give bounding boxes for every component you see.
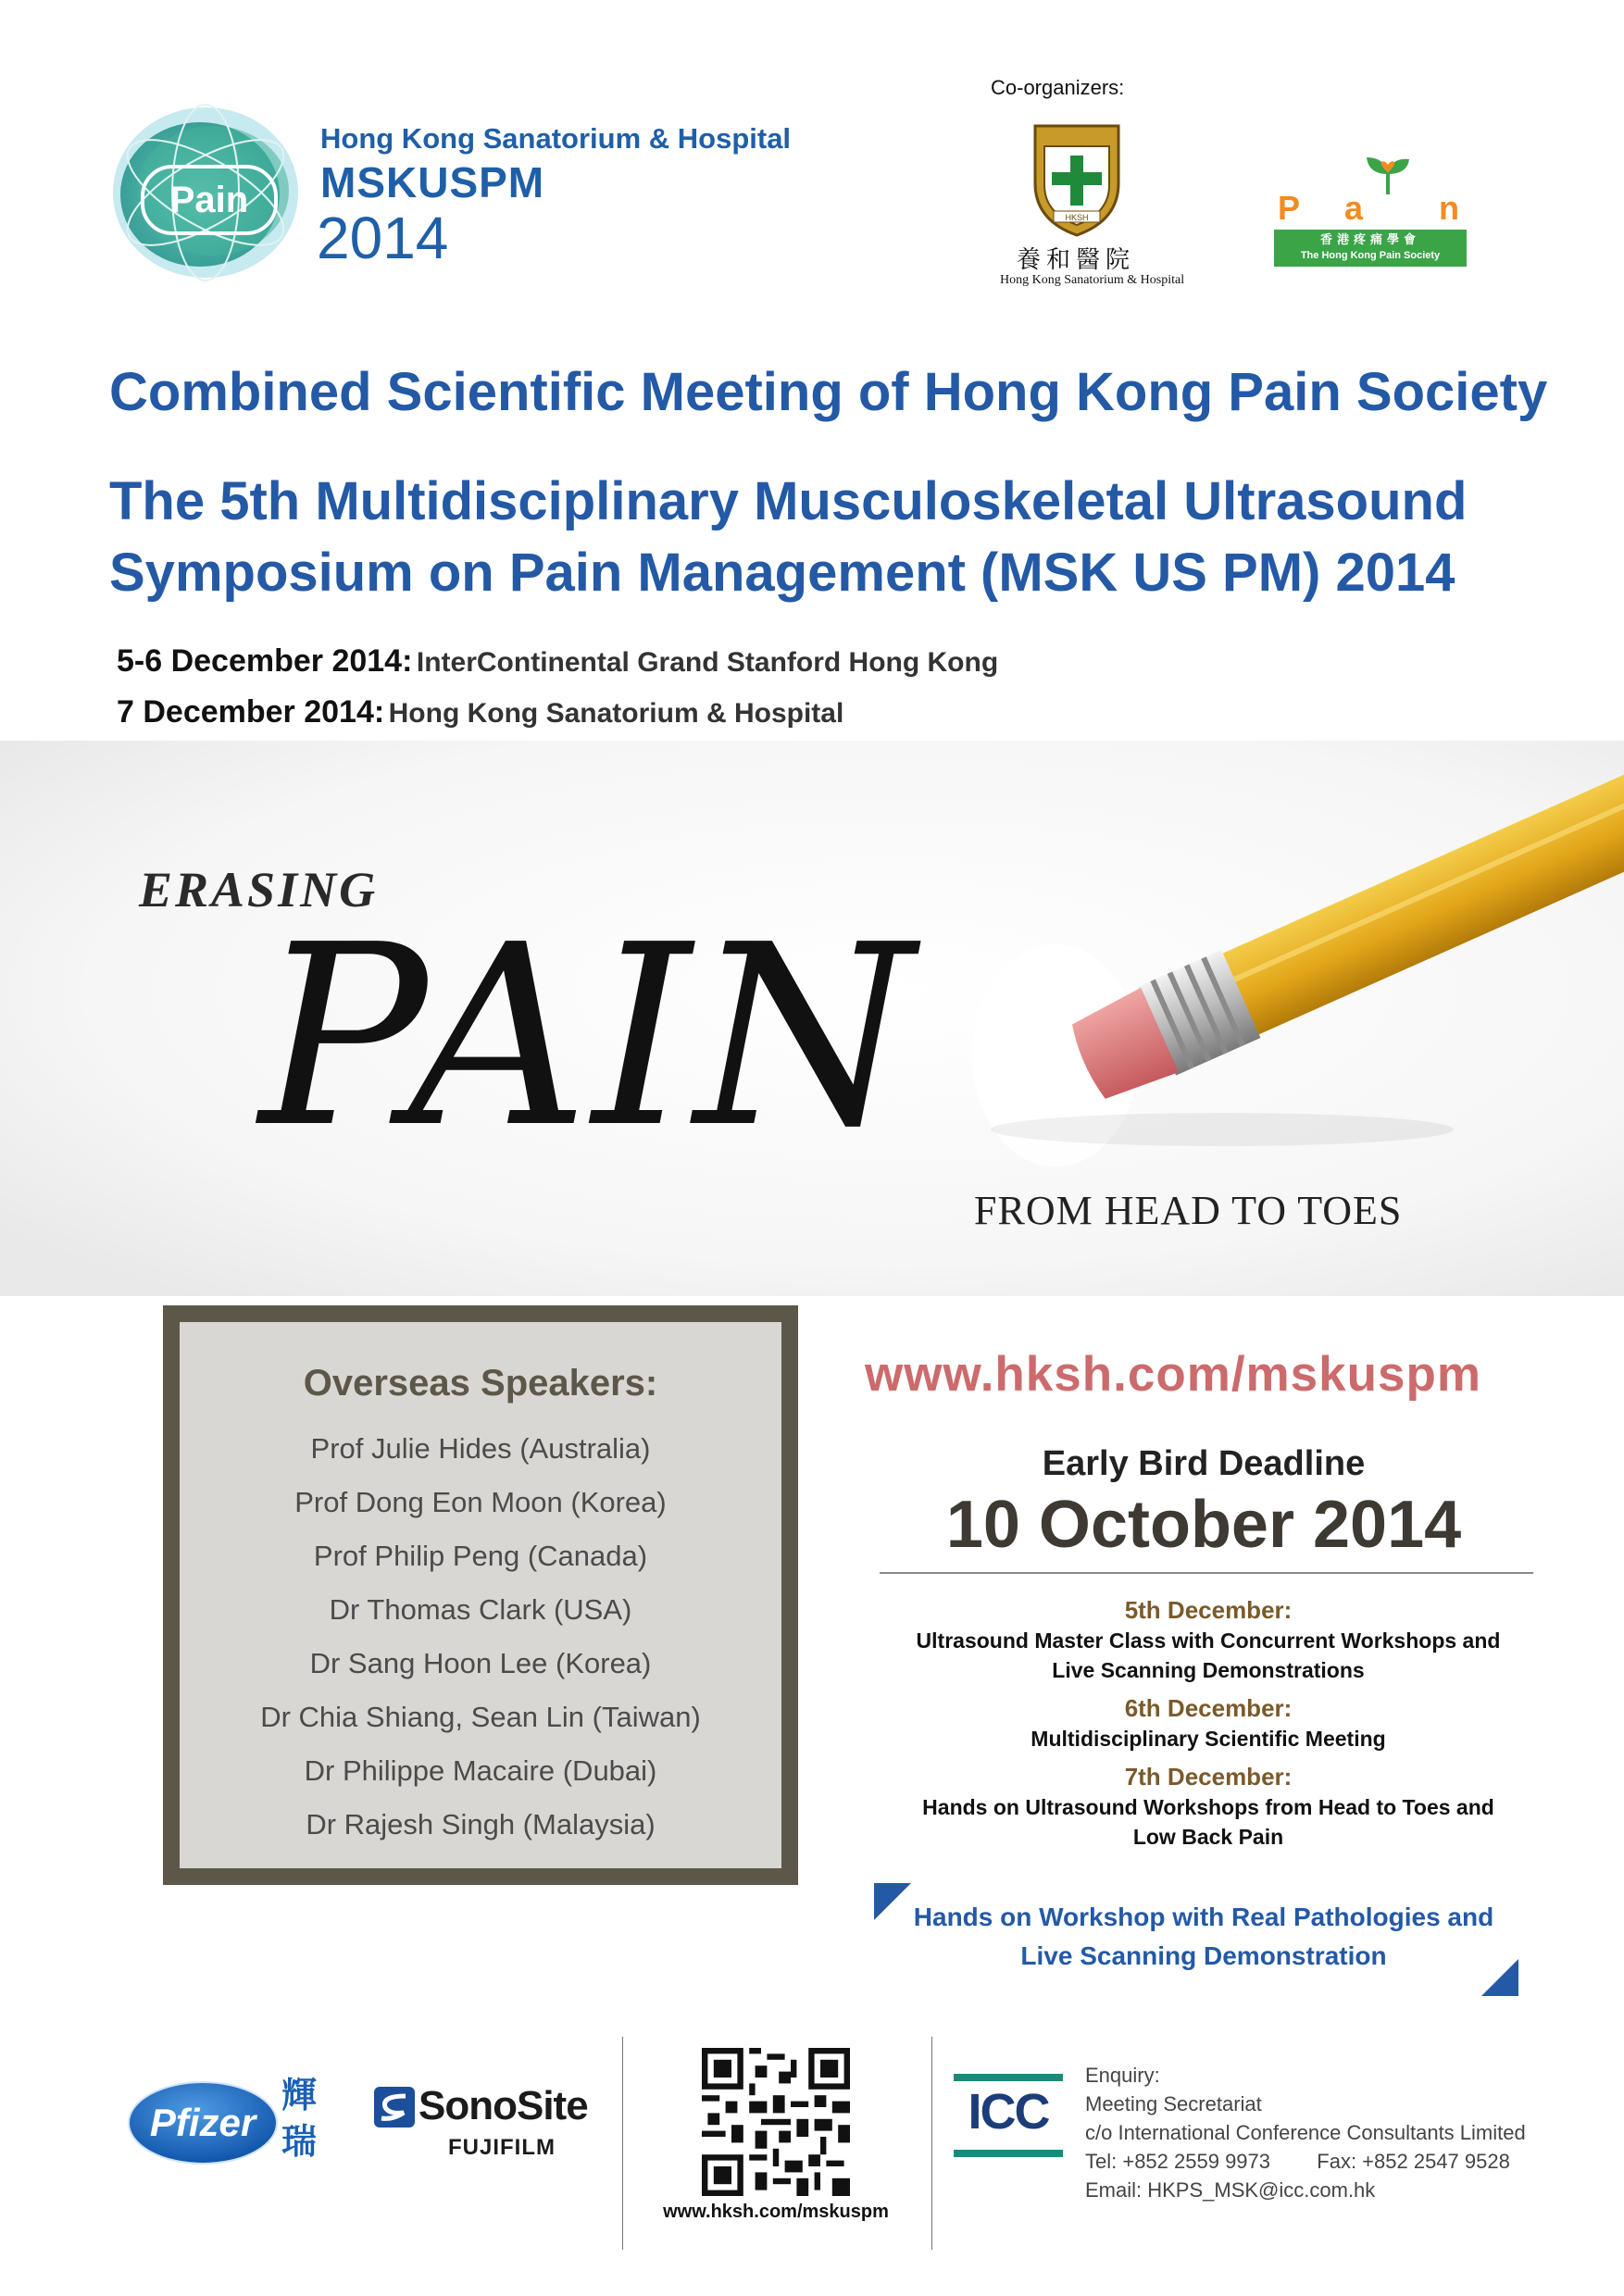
corner-triangle-icon (1481, 1959, 1518, 1996)
pfizer-chinese-char: 瑞 (281, 2121, 317, 2162)
pain-logo-badge: Pain (141, 165, 278, 235)
speaker-item: Dr Thomas Clark (USA) (329, 1593, 632, 1626)
pfizer-chinese (276, 2072, 322, 2165)
venue: InterContinental Grand Stanford Hong Kong (416, 647, 999, 678)
title-symposium-line1: The 5th Multidisciplinary Musculoskeletal Ultrasound (109, 471, 1468, 531)
coorganizers-label: Co-organizers: (991, 76, 1125, 99)
secretariat: Meeting Secretariat (1085, 2092, 1262, 2115)
fax: Fax: +852 2547 9528 (1317, 2150, 1510, 2173)
handson-line: Hands on Workshop with Real Pathologies and (913, 1903, 1494, 1931)
speaker-item: Dr Rajesh Singh (Malaysia) (306, 1808, 656, 1841)
schedule-day: 6th December: (1124, 1694, 1293, 1722)
title-combined-meeting: Combined Scientific Meeting of Hong Kong Pain Society (109, 362, 1548, 422)
early-bird-deadline: 10 October 2014 (945, 1488, 1462, 1562)
pfizer-chinese-char: 輝 (281, 2075, 317, 2115)
telephone: Tel: +852 2559 9973 (1085, 2150, 1271, 2173)
icc-wordmark: ICC (968, 2084, 1049, 2140)
handson-line: Live Scanning Demonstration (1020, 1941, 1387, 1970)
title-symposium-line2: Symposium on Pain Management (MSK US PM) 2014 (109, 543, 1455, 603)
event-code: MSKUSPM (320, 158, 545, 206)
date-venue-2 (117, 694, 843, 730)
date: 5-6 December 2014: (117, 643, 413, 679)
event-year: 2014 (317, 205, 449, 271)
schedule-desc-line: Ultrasound Master Class with Concurrent Workshops and (916, 1628, 1501, 1653)
hero-pain: PAIN (259, 891, 918, 1182)
pfizer-logo (126, 2078, 280, 2167)
speaker-item: Prof Julie Hides (Australia) (310, 1432, 651, 1465)
hksh-chinese-name: 養和醫院 (1017, 246, 1136, 274)
venue: Hong Kong Sanatorium & Hospital (388, 698, 844, 729)
schedule-day: 7th December: (1124, 1763, 1293, 1791)
speakers-list (180, 1422, 781, 1852)
speaker-item: Prof Philip Peng (Canada) (313, 1540, 648, 1572)
footer-divider (622, 2037, 623, 2250)
hero-erasing: ERASING (139, 862, 379, 917)
speakers-title: Overseas Speakers: (303, 1363, 658, 1404)
early-bird-label: Early Bird Deadline (1042, 1444, 1366, 1483)
date-venue-1 (117, 643, 998, 680)
hksh-crest-logo (1026, 119, 1128, 239)
tel-fax (1085, 2147, 1526, 2176)
schedule-desc-line: Live Scanning Demonstrations (1052, 1658, 1365, 1682)
speakers-box (163, 1305, 798, 1885)
pain-society-english: The Hong Kong Pain Society (1300, 250, 1441, 261)
pain-society-letter: a (1344, 189, 1364, 227)
email[interactable]: Email: HKPS_MSK@icc.com.hk (1085, 2178, 1376, 2202)
schedule-desc (870, 1626, 1546, 1685)
footer-divider (931, 2037, 932, 2250)
qr-url[interactable]: www.hksh.com/mskuspm (663, 2202, 889, 2222)
speaker-item: Dr Sang Hoon Lee (Korea) (309, 1647, 652, 1679)
pain-society-logo (1274, 156, 1467, 259)
hero-tagline: FROM HEAD TO TOES (974, 1188, 1403, 1233)
sprout-heart-icon (1363, 154, 1413, 194)
pain-society-chinese: 香港疼痛學會 (1319, 232, 1420, 246)
speaker-item: Dr Chia Shiang, Sean Lin (Taiwan) (260, 1701, 701, 1733)
schedule-desc-line: Low Back Pain (1132, 1825, 1284, 1849)
pain-society-letter: P (1278, 189, 1301, 227)
enquiry-block (1085, 2061, 1526, 2204)
hksh-crest-text: HKSH (1065, 213, 1089, 222)
qr-code[interactable] (702, 2048, 850, 2196)
speaker-item: Dr Philippe Macaire (Dubai) (304, 1754, 657, 1787)
date: 7 December 2014: (117, 694, 385, 730)
schedule-desc (870, 1724, 1546, 1753)
website-link[interactable]: www.hksh.com/mskuspm (865, 1347, 1481, 1402)
pfizer-wordmark: Pfizer (149, 2101, 256, 2144)
handson-note (889, 1898, 1518, 1976)
icc-logo (954, 2074, 1063, 2159)
pain-society-letter: n (1439, 189, 1459, 227)
schedule-desc (870, 1792, 1546, 1852)
divider (880, 1572, 1533, 1574)
schedule-desc-line: Hands on Ultrasound Workshops from Head to Toes and (922, 1795, 1494, 1819)
speaker-item: Prof Dong Eon Moon (Korea) (294, 1486, 667, 1518)
hksh-english-name: Hong Kong Sanatorium & Hospital (1000, 273, 1185, 287)
schedule (870, 1594, 1546, 1859)
company: c/o International Conference Consultants Limited (1085, 2121, 1526, 2144)
schedule-desc-line: Multidisciplinary Scientific Meeting (1031, 1727, 1386, 1751)
sonosite-swirl-icon (374, 2087, 415, 2128)
enquiry-label: Enquiry: (1085, 2064, 1160, 2087)
hospital-name: Hong Kong Sanatorium & Hospital (320, 122, 792, 155)
fujifilm-wordmark: FUJIFILM (448, 2135, 556, 2160)
sonosite-wordmark: SonoSite (418, 2083, 588, 2128)
schedule-day: 5th December: (1124, 1596, 1293, 1624)
